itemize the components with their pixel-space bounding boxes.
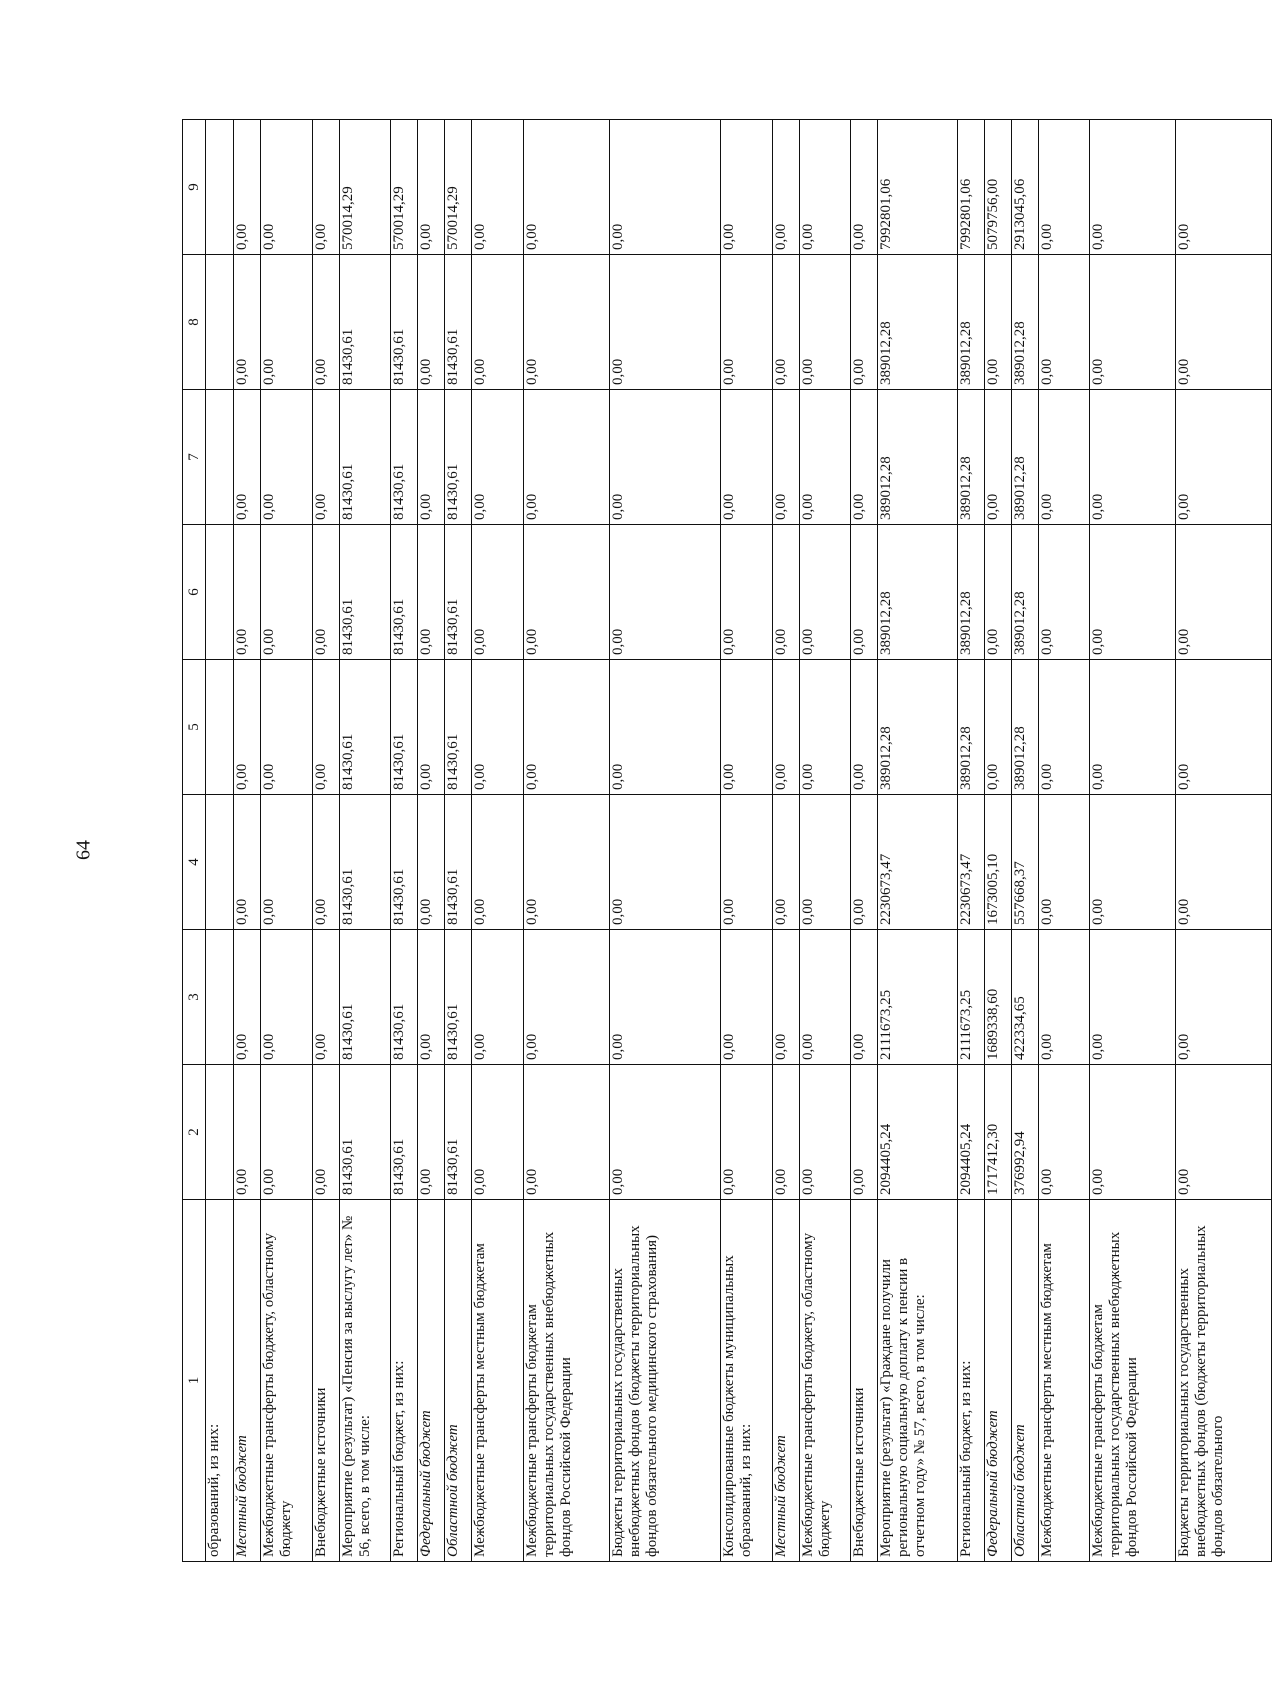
value-cell: 0,00 [1090, 930, 1176, 1065]
value-cell: 0,00 [261, 120, 313, 255]
value-cell: 0,00 [1038, 120, 1090, 255]
value-cell: 0,00 [234, 795, 261, 930]
value-cell: 0,00 [523, 255, 609, 390]
value-cell: 0,00 [799, 120, 851, 255]
value-cell: 557668,37 [1011, 795, 1038, 930]
value-cell: 0,00 [609, 390, 721, 525]
value-cell: 0,00 [472, 1065, 524, 1200]
value-cell: 0,00 [261, 660, 313, 795]
value-cell: 0,00 [721, 390, 773, 525]
value-cell: 0,00 [472, 120, 524, 255]
value-cell: 5079756,00 [984, 120, 1011, 255]
table-row [984, 120, 1011, 1562]
table-row [799, 120, 851, 1562]
value-cell: 0,00 [799, 525, 851, 660]
value-cell: 0,00 [312, 525, 339, 660]
value-cell: 2230673,47 [957, 795, 984, 930]
value-cell: 0,00 [234, 390, 261, 525]
value-cell: 81430,61 [391, 390, 418, 525]
table-row [851, 120, 878, 1562]
value-cell: 0,00 [523, 525, 609, 660]
value-cell: 2111673,25 [957, 930, 984, 1065]
table-row [418, 120, 445, 1562]
value-cell: 81430,61 [339, 525, 391, 660]
value-cell: 81430,61 [445, 795, 472, 930]
value-cell: 0,00 [312, 660, 339, 795]
value-cell: 0,00 [1038, 660, 1090, 795]
value-cell: 0,00 [721, 525, 773, 660]
value-cell: 389012,28 [957, 390, 984, 525]
value-cell: 81430,61 [391, 255, 418, 390]
value-cell [206, 930, 234, 1065]
budget-table [182, 119, 1272, 1562]
table-row [878, 120, 958, 1562]
value-cell: 81430,61 [445, 1065, 472, 1200]
value-cell: 570014,29 [445, 120, 472, 255]
value-cell: 0,00 [1090, 255, 1176, 390]
value-cell: 0,00 [1176, 255, 1272, 390]
row-label-cell: Бюджеты территориальных государственных внебюджетных фондов (бюджеты территориальных фондов обязательного медицинского страхования) [609, 1200, 721, 1562]
value-cell: 0,00 [1090, 795, 1176, 930]
value-cell: 0,00 [234, 930, 261, 1065]
value-cell: 0,00 [261, 390, 313, 525]
table-row [523, 120, 609, 1562]
row-label-cell: Межбюджетные трансферты бюджетам территориальных государственных внебюджетных фондов Российской Федерации [1090, 1200, 1176, 1562]
value-cell: 0,00 [472, 795, 524, 930]
value-cell [206, 660, 234, 795]
value-cell: 389012,28 [1011, 660, 1038, 795]
value-cell: 7992801,06 [878, 120, 958, 255]
value-cell: 0,00 [772, 930, 799, 1065]
value-cell: 0,00 [772, 795, 799, 930]
value-cell: 0,00 [234, 255, 261, 390]
value-cell: 0,00 [1038, 525, 1090, 660]
value-cell: 0,00 [312, 120, 339, 255]
value-cell: 0,00 [721, 120, 773, 255]
table-row [957, 120, 984, 1562]
value-cell: 0,00 [1090, 660, 1176, 795]
value-cell: 570014,29 [391, 120, 418, 255]
value-cell: 81430,61 [339, 255, 391, 390]
table-row [261, 120, 313, 1562]
value-cell [206, 120, 234, 255]
value-cell: 389012,28 [878, 525, 958, 660]
row-label-cell: Региональный бюджет, из них: [391, 1200, 418, 1562]
value-cell: 0,00 [1090, 390, 1176, 525]
value-cell: 0,00 [261, 930, 313, 1065]
value-cell: 422334,65 [1011, 930, 1038, 1065]
row-label-cell: Областной бюджет [1011, 1200, 1038, 1562]
value-cell: 0,00 [609, 525, 721, 660]
value-cell: 389012,28 [957, 255, 984, 390]
value-cell: 0,00 [1090, 120, 1176, 255]
value-cell: 0,00 [312, 390, 339, 525]
value-cell: 0,00 [1090, 525, 1176, 660]
value-cell: 0,00 [772, 660, 799, 795]
table-row [339, 120, 391, 1562]
value-cell: 0,00 [1176, 795, 1272, 930]
value-cell [206, 390, 234, 525]
value-cell: 0,00 [772, 390, 799, 525]
value-cell: 0,00 [772, 255, 799, 390]
value-cell: 389012,28 [1011, 525, 1038, 660]
row-label-cell: Федеральный бюджет [418, 1200, 445, 1562]
value-cell: 0,00 [418, 660, 445, 795]
value-cell: 0,00 [472, 525, 524, 660]
table-body [206, 120, 1272, 1562]
value-cell: 0,00 [772, 1065, 799, 1200]
value-cell: 0,00 [1176, 660, 1272, 795]
value-cell: 0,00 [609, 120, 721, 255]
value-cell: 0,00 [1176, 390, 1272, 525]
row-label-cell: Межбюджетные трансферты бюджетам территориальных государственных внебюджетных фондов Российской Федерации [523, 1200, 609, 1562]
value-cell: 81430,61 [339, 1065, 391, 1200]
value-cell: 0,00 [523, 1065, 609, 1200]
value-cell: 0,00 [609, 255, 721, 390]
value-cell: 0,00 [523, 120, 609, 255]
value-cell: 81430,61 [445, 255, 472, 390]
table-row [609, 120, 721, 1562]
value-cell: 0,00 [418, 390, 445, 525]
column-header: 1 [183, 1200, 206, 1562]
row-label-cell: Местный бюджет [772, 1200, 799, 1562]
value-cell: 81430,61 [339, 390, 391, 525]
rotated-table-wrapper [182, 120, 1272, 1562]
value-cell: 0,00 [261, 795, 313, 930]
value-cell: 0,00 [523, 390, 609, 525]
value-cell: 0,00 [984, 660, 1011, 795]
value-cell: 1717412,30 [984, 1065, 1011, 1200]
value-cell: 0,00 [984, 390, 1011, 525]
table-row [721, 120, 773, 1562]
value-cell: 389012,28 [1011, 255, 1038, 390]
column-header: 5 [183, 660, 206, 795]
value-cell: 81430,61 [339, 660, 391, 795]
row-label-cell: Федеральный бюджет [984, 1200, 1011, 1562]
value-cell: 0,00 [523, 795, 609, 930]
value-cell: 81430,61 [391, 525, 418, 660]
value-cell: 0,00 [261, 255, 313, 390]
table-row [234, 120, 261, 1562]
column-header: 9 [183, 120, 206, 255]
value-cell: 0,00 [851, 525, 878, 660]
value-cell: 0,00 [418, 930, 445, 1065]
value-cell: 0,00 [851, 660, 878, 795]
value-cell: 0,00 [234, 120, 261, 255]
value-cell: 0,00 [799, 390, 851, 525]
value-cell: 1689338,60 [984, 930, 1011, 1065]
row-label-cell: образований, из них: [206, 1200, 234, 1562]
value-cell: 0,00 [799, 795, 851, 930]
value-cell: 0,00 [851, 795, 878, 930]
value-cell: 376992,94 [1011, 1065, 1038, 1200]
table-row [1176, 120, 1272, 1562]
value-cell: 0,00 [1038, 795, 1090, 930]
row-label-cell: Мероприятие (результат) «Граждане получили региональную социальную доплату к пенсии в отчетном году» № 57, всего, в том числе: [878, 1200, 958, 1562]
value-cell: 0,00 [418, 795, 445, 930]
value-cell: 0,00 [1038, 255, 1090, 390]
value-cell: 0,00 [1038, 1065, 1090, 1200]
value-cell: 0,00 [1176, 1065, 1272, 1200]
value-cell: 0,00 [799, 255, 851, 390]
value-cell: 0,00 [261, 1065, 313, 1200]
value-cell: 0,00 [312, 1065, 339, 1200]
value-cell: 389012,28 [878, 255, 958, 390]
value-cell: 2111673,25 [878, 930, 958, 1065]
value-cell: 0,00 [1176, 930, 1272, 1065]
value-cell: 0,00 [851, 390, 878, 525]
column-header: 2 [183, 1065, 206, 1200]
value-cell: 0,00 [851, 1065, 878, 1200]
value-cell: 1673005,10 [984, 795, 1011, 930]
value-cell: 0,00 [851, 120, 878, 255]
value-cell: 0,00 [472, 390, 524, 525]
value-cell: 0,00 [772, 525, 799, 660]
column-header: 4 [183, 795, 206, 930]
value-cell: 0,00 [1090, 1065, 1176, 1200]
table-row [772, 120, 799, 1562]
value-cell: 0,00 [418, 255, 445, 390]
value-cell: 0,00 [609, 930, 721, 1065]
table-row [312, 120, 339, 1562]
value-cell: 0,00 [721, 660, 773, 795]
row-label-cell: Мероприятие (результат) «Пенсия за выслугу лет» № 56, всего, в том числе: [339, 1200, 391, 1562]
value-cell: 0,00 [609, 1065, 721, 1200]
value-cell: 81430,61 [339, 930, 391, 1065]
value-cell: 7992801,06 [957, 120, 984, 255]
value-cell: 0,00 [851, 255, 878, 390]
value-cell: 0,00 [261, 525, 313, 660]
value-cell: 2230673,47 [878, 795, 958, 930]
table-row [472, 120, 524, 1562]
value-cell: 0,00 [312, 795, 339, 930]
row-label-cell: Межбюджетные трансферты местным бюджетам [1038, 1200, 1090, 1562]
value-cell: 0,00 [721, 255, 773, 390]
row-label-cell: Межбюджетные трансферты бюджету, областному бюджету [261, 1200, 313, 1562]
value-cell: 0,00 [523, 660, 609, 795]
value-cell: 81430,61 [391, 1065, 418, 1200]
value-cell: 0,00 [418, 1065, 445, 1200]
table-row [445, 120, 472, 1562]
page-number: 64 [72, 840, 95, 860]
value-cell: 2094405,24 [957, 1065, 984, 1200]
value-cell: 0,00 [851, 930, 878, 1065]
value-cell: 0,00 [721, 930, 773, 1065]
table-row [206, 120, 234, 1562]
value-cell: 81430,61 [445, 525, 472, 660]
value-cell: 0,00 [609, 795, 721, 930]
value-cell: 0,00 [1176, 525, 1272, 660]
value-cell: 0,00 [609, 660, 721, 795]
value-cell: 389012,28 [878, 390, 958, 525]
value-cell: 81430,61 [391, 660, 418, 795]
value-cell: 0,00 [1038, 390, 1090, 525]
value-cell: 0,00 [472, 255, 524, 390]
row-label-cell: Межбюджетные трансферты местным бюджетам [472, 1200, 524, 1562]
value-cell: 81430,61 [445, 390, 472, 525]
value-cell: 81430,61 [445, 930, 472, 1065]
value-cell [206, 1065, 234, 1200]
row-label-cell: Местный бюджет [234, 1200, 261, 1562]
row-label-cell: Региональный бюджет, из них: [957, 1200, 984, 1562]
value-cell: 0,00 [772, 120, 799, 255]
value-cell: 0,00 [472, 660, 524, 795]
value-cell: 81430,61 [391, 795, 418, 930]
value-cell: 81430,61 [339, 795, 391, 930]
header-row [183, 120, 206, 1562]
row-label-cell: Бюджеты территориальных государственных внебюджетных фондов (бюджеты территориальных фондов обязательного [1176, 1200, 1272, 1562]
value-cell: 389012,28 [957, 660, 984, 795]
value-cell: 570014,29 [339, 120, 391, 255]
value-cell: 0,00 [984, 525, 1011, 660]
row-label-cell: Внебюджетные источники [851, 1200, 878, 1562]
value-cell [206, 795, 234, 930]
value-cell: 2913045,06 [1011, 120, 1038, 255]
value-cell: 0,00 [312, 930, 339, 1065]
value-cell: 389012,28 [957, 525, 984, 660]
value-cell: 0,00 [799, 930, 851, 1065]
value-cell: 0,00 [234, 660, 261, 795]
value-cell: 0,00 [472, 930, 524, 1065]
value-cell: 0,00 [234, 1065, 261, 1200]
column-header: 7 [183, 390, 206, 525]
value-cell: 0,00 [234, 525, 261, 660]
value-cell: 0,00 [523, 930, 609, 1065]
column-header: 8 [183, 255, 206, 390]
column-header: 6 [183, 525, 206, 660]
value-cell: 0,00 [799, 1065, 851, 1200]
value-cell: 0,00 [418, 120, 445, 255]
value-cell: 389012,28 [878, 660, 958, 795]
column-header: 3 [183, 930, 206, 1065]
value-cell: 81430,61 [445, 660, 472, 795]
row-label-cell: Консолидированные бюджеты муниципальных образований, из них: [721, 1200, 773, 1562]
value-cell: 2094405,24 [878, 1065, 958, 1200]
value-cell: 389012,28 [1011, 390, 1038, 525]
table-row [1038, 120, 1090, 1562]
row-label-cell: Межбюджетные трансферты бюджету, областному бюджету [799, 1200, 851, 1562]
table-row [391, 120, 418, 1562]
value-cell: 81430,61 [391, 930, 418, 1065]
value-cell: 0,00 [721, 795, 773, 930]
value-cell: 0,00 [312, 255, 339, 390]
row-label-cell: Внебюджетные источники [312, 1200, 339, 1562]
value-cell: 0,00 [799, 660, 851, 795]
value-cell [206, 255, 234, 390]
value-cell: 0,00 [418, 525, 445, 660]
value-cell: 0,00 [1038, 930, 1090, 1065]
row-label-cell: Областной бюджет [445, 1200, 472, 1562]
value-cell: 0,00 [721, 1065, 773, 1200]
table-row [1090, 120, 1176, 1562]
table-row [1011, 120, 1038, 1562]
value-cell: 0,00 [984, 255, 1011, 390]
value-cell [206, 525, 234, 660]
table-header [183, 120, 206, 1562]
value-cell: 0,00 [1176, 120, 1272, 255]
